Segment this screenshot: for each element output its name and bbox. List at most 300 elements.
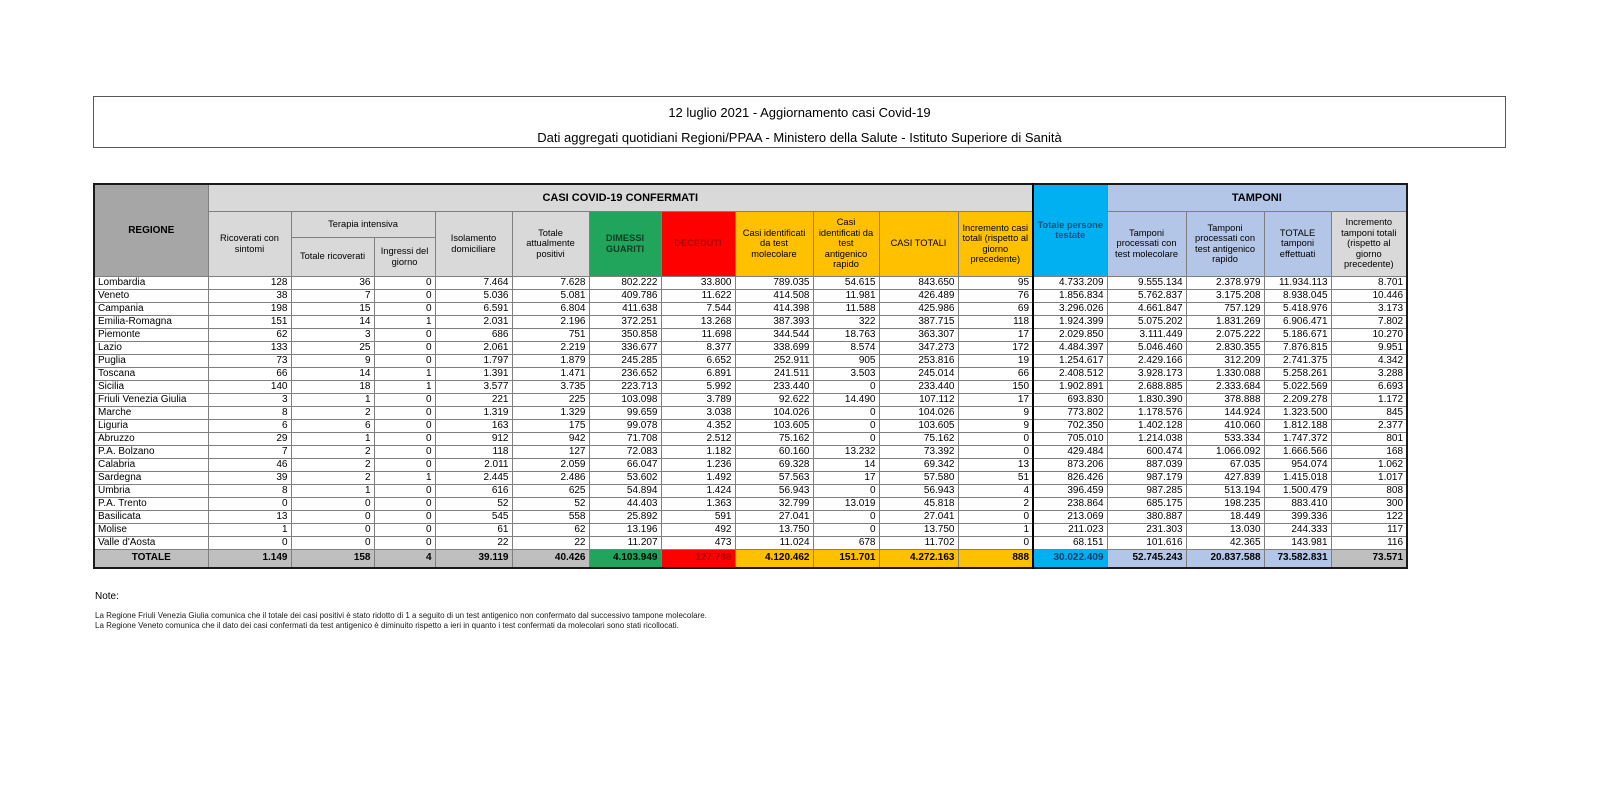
value-cell: 3.038 — [661, 406, 735, 419]
value-cell: 0 — [374, 341, 435, 354]
value-cell: 3.111.449 — [1107, 328, 1186, 341]
value-cell: 27.041 — [735, 510, 813, 523]
region-name-cell: Sicilia — [94, 380, 208, 393]
value-cell: 73 — [208, 354, 291, 367]
value-cell: 426.489 — [879, 289, 958, 302]
table-row — [94, 406, 1407, 419]
value-cell: 107.112 — [879, 393, 958, 406]
value-cell: 1.172 — [1331, 393, 1407, 406]
value-cell: 5.046.460 — [1107, 341, 1186, 354]
value-cell: 2.408.512 — [1033, 367, 1107, 380]
value-cell: 344.544 — [735, 328, 813, 341]
value-cell: 52 — [512, 497, 589, 510]
value-cell: 8.377 — [661, 341, 735, 354]
table-header — [94, 184, 1407, 276]
value-cell: 103.605 — [879, 419, 958, 432]
value-cell: 1.236 — [661, 458, 735, 471]
value-cell: 92.622 — [735, 393, 813, 406]
value-cell: 1.471 — [512, 367, 589, 380]
value-cell: 1 — [291, 432, 374, 445]
value-cell: 5.036 — [435, 289, 512, 302]
total-value-cell: 30.022.409 — [1033, 549, 1107, 568]
value-cell: 616 — [435, 484, 512, 497]
col-header-casi-antigenico: Casi identificati da test antigenico rapido — [813, 211, 879, 276]
table-row — [94, 497, 1407, 510]
value-cell: 6.591 — [435, 302, 512, 315]
value-cell: 1 — [374, 380, 435, 393]
value-cell: 236.652 — [589, 367, 661, 380]
table-row — [94, 380, 1407, 393]
value-cell: 14 — [291, 315, 374, 328]
value-cell: 8 — [208, 406, 291, 419]
value-cell: 45.818 — [879, 497, 958, 510]
value-cell: 0 — [374, 393, 435, 406]
value-cell: 0 — [374, 419, 435, 432]
value-cell: 3 — [208, 393, 291, 406]
table-row — [94, 458, 1407, 471]
value-cell: 6.891 — [661, 367, 735, 380]
value-cell: 3.173 — [1331, 302, 1407, 315]
region-name-cell: P.A. Bolzano — [94, 445, 208, 458]
value-cell: 7 — [291, 289, 374, 302]
region-name-cell: Valle d'Aosta — [94, 536, 208, 549]
value-cell: 1.017 — [1331, 471, 1407, 484]
covid-data-table — [93, 183, 1408, 569]
table-row — [94, 354, 1407, 367]
value-cell: 0 — [374, 445, 435, 458]
value-cell: 13.750 — [879, 523, 958, 536]
value-cell: 67.035 — [1186, 458, 1264, 471]
value-cell: 1.902.891 — [1033, 380, 1107, 393]
table-row — [94, 289, 1407, 302]
value-cell: 387.393 — [735, 315, 813, 328]
region-name-cell: Umbria — [94, 484, 208, 497]
total-value-cell: 4.103.949 — [589, 549, 661, 568]
value-cell: 101.616 — [1107, 536, 1186, 549]
value-cell: 13 — [958, 458, 1033, 471]
col-header-isolamento: Isolamento domiciliare — [435, 211, 512, 276]
value-cell: 1.492 — [661, 471, 735, 484]
value-cell: 2 — [291, 406, 374, 419]
value-cell: 14 — [813, 458, 879, 471]
table-row — [94, 523, 1407, 536]
region-name-cell: Basilicata — [94, 510, 208, 523]
value-cell: 845 — [1331, 406, 1407, 419]
value-cell: 5.258.261 — [1264, 367, 1331, 380]
value-cell: 773.802 — [1033, 406, 1107, 419]
value-cell: 241.511 — [735, 367, 813, 380]
total-value-cell: 1.149 — [208, 549, 291, 568]
col-header-tamponi-totale: TOTALE tamponi effettuati — [1264, 211, 1331, 276]
col-header-persone-testate: Totale persone testate — [1033, 184, 1107, 276]
value-cell: 625 — [512, 484, 589, 497]
value-cell: 0 — [958, 445, 1033, 458]
value-cell: 751 — [512, 328, 589, 341]
table-row — [94, 445, 1407, 458]
value-cell: 225 — [512, 393, 589, 406]
value-cell: 3.175.208 — [1186, 289, 1264, 302]
value-cell: 883.410 — [1264, 497, 1331, 510]
value-cell: 425.986 — [879, 302, 958, 315]
total-value-cell: 4.272.163 — [879, 549, 958, 568]
value-cell: 245.014 — [879, 367, 958, 380]
value-cell: 128 — [208, 276, 291, 289]
value-cell: 13.232 — [813, 445, 879, 458]
value-cell: 0 — [208, 536, 291, 549]
value-cell: 2.378.979 — [1186, 276, 1264, 289]
value-cell: 13.268 — [661, 315, 735, 328]
value-cell: 5.186.671 — [1264, 328, 1331, 341]
value-cell: 2.209.278 — [1264, 393, 1331, 406]
value-cell: 18.763 — [813, 328, 879, 341]
col-header-totale-ricoverati: Totale ricoverati — [291, 237, 374, 276]
value-cell: 2.219 — [512, 341, 589, 354]
value-cell: 56.943 — [735, 484, 813, 497]
value-cell: 127 — [512, 445, 589, 458]
value-cell: 198 — [208, 302, 291, 315]
value-cell: 151 — [208, 315, 291, 328]
value-cell: 2.429.166 — [1107, 354, 1186, 367]
value-cell: 1 — [958, 523, 1033, 536]
table-row — [94, 471, 1407, 484]
value-cell: 2.059 — [512, 458, 589, 471]
value-cell: 0 — [374, 289, 435, 302]
value-cell: 686 — [435, 328, 512, 341]
value-cell: 2.061 — [435, 341, 512, 354]
col-header-ricoverati: Ricoverati con sintomi — [208, 211, 291, 276]
value-cell: 15 — [291, 302, 374, 315]
value-cell: 347.273 — [879, 341, 958, 354]
value-cell: 1.747.372 — [1264, 432, 1331, 445]
value-cell: 1.666.566 — [1264, 445, 1331, 458]
note-line: La Regione Friuli Venezia Giulia comunica che il totale dei casi positivi è stato ridotto di 1 a seguito di un test antigenico non confermato dal successivo tampone molecolare. — [95, 611, 707, 620]
value-cell: 826.426 — [1033, 471, 1107, 484]
value-cell: 350.858 — [589, 328, 661, 341]
table-row — [94, 328, 1407, 341]
value-cell: 322 — [813, 315, 879, 328]
value-cell: 987.179 — [1107, 471, 1186, 484]
value-cell: 411.638 — [589, 302, 661, 315]
value-cell: 33.800 — [661, 276, 735, 289]
value-cell: 1.062 — [1331, 458, 1407, 471]
value-cell: 238.864 — [1033, 497, 1107, 510]
value-cell: 14 — [291, 367, 374, 380]
value-cell: 545 — [435, 510, 512, 523]
value-cell: 11.588 — [813, 302, 879, 315]
value-cell: 9.951 — [1331, 341, 1407, 354]
value-cell: 46 — [208, 458, 291, 471]
value-cell: 372.251 — [589, 315, 661, 328]
value-cell: 17 — [813, 471, 879, 484]
value-cell: 0 — [291, 510, 374, 523]
value-cell: 13.196 — [589, 523, 661, 536]
value-cell: 1.856.834 — [1033, 289, 1107, 302]
value-cell: 396.459 — [1033, 484, 1107, 497]
value-cell: 954.074 — [1264, 458, 1331, 471]
value-cell: 172 — [958, 341, 1033, 354]
value-cell: 942 — [512, 432, 589, 445]
value-cell: 0 — [374, 302, 435, 315]
value-cell: 387.715 — [879, 315, 958, 328]
value-cell: 0 — [291, 523, 374, 536]
notes-lines — [95, 611, 707, 630]
table-row — [94, 536, 1407, 549]
value-cell: 104.026 — [735, 406, 813, 419]
value-cell: 801 — [1331, 432, 1407, 445]
value-cell: 17 — [958, 328, 1033, 341]
region-name-cell: Abruzzo — [94, 432, 208, 445]
value-cell: 1.500.479 — [1264, 484, 1331, 497]
value-cell: 175 — [512, 419, 589, 432]
region-name-cell: Veneto — [94, 289, 208, 302]
value-cell: 9 — [958, 406, 1033, 419]
value-cell: 118 — [435, 445, 512, 458]
value-cell: 7.802 — [1331, 315, 1407, 328]
value-cell: 11.702 — [879, 536, 958, 549]
region-name-cell: Liguria — [94, 419, 208, 432]
value-cell: 32.799 — [735, 497, 813, 510]
table-row — [94, 484, 1407, 497]
value-cell: 429.484 — [1033, 445, 1107, 458]
value-cell: 3.288 — [1331, 367, 1407, 380]
value-cell: 2.011 — [435, 458, 512, 471]
value-cell: 410.060 — [1186, 419, 1264, 432]
total-value-cell: 73.571 — [1331, 549, 1407, 568]
col-header-dimessi-guariti: DIMESSI GUARITI — [589, 211, 661, 276]
group-header-terapia-intensiva: Terapia intensiva — [291, 211, 435, 237]
value-cell: 11.622 — [661, 289, 735, 302]
value-cell: 0 — [374, 354, 435, 367]
value-cell: 1 — [208, 523, 291, 536]
value-cell: 57.580 — [879, 471, 958, 484]
value-cell: 5.081 — [512, 289, 589, 302]
value-cell: 473 — [661, 536, 735, 549]
value-cell: 54.615 — [813, 276, 879, 289]
total-value-cell: 151.701 — [813, 549, 879, 568]
value-cell: 5.022.569 — [1264, 380, 1331, 393]
value-cell: 0 — [374, 536, 435, 549]
value-cell: 600.474 — [1107, 445, 1186, 458]
total-value-cell: 73.582.831 — [1264, 549, 1331, 568]
value-cell: 685.175 — [1107, 497, 1186, 510]
value-cell: 99.078 — [589, 419, 661, 432]
value-cell: 11.698 — [661, 328, 735, 341]
total-label-cell: TOTALE — [94, 549, 208, 568]
value-cell: 2.196 — [512, 315, 589, 328]
value-cell: 29 — [208, 432, 291, 445]
value-cell: 905 — [813, 354, 879, 367]
region-name-cell: Sardegna — [94, 471, 208, 484]
col-header-incremento-casi: Incremento casi totali (rispetto al giorno precedente) — [958, 211, 1033, 276]
value-cell: 0 — [958, 432, 1033, 445]
value-cell: 312.209 — [1186, 354, 1264, 367]
value-cell: 5.075.202 — [1107, 315, 1186, 328]
value-cell: 6.804 — [512, 302, 589, 315]
value-cell: 6 — [291, 419, 374, 432]
value-cell: 705.010 — [1033, 432, 1107, 445]
value-cell: 3.928.173 — [1107, 367, 1186, 380]
value-cell: 11.981 — [813, 289, 879, 302]
value-cell: 4 — [958, 484, 1033, 497]
value-cell: 0 — [291, 497, 374, 510]
value-cell: 843.650 — [879, 276, 958, 289]
value-cell: 2.486 — [512, 471, 589, 484]
value-cell: 3 — [291, 328, 374, 341]
value-cell: 22 — [512, 536, 589, 549]
value-cell: 13.030 — [1186, 523, 1264, 536]
value-cell: 3.503 — [813, 367, 879, 380]
value-cell: 3.296.026 — [1033, 302, 1107, 315]
value-cell: 0 — [291, 536, 374, 549]
value-cell: 76 — [958, 289, 1033, 302]
value-cell: 1 — [374, 471, 435, 484]
value-cell: 13 — [208, 510, 291, 523]
value-cell: 72.083 — [589, 445, 661, 458]
table-body — [94, 276, 1407, 568]
value-cell: 1.391 — [435, 367, 512, 380]
value-cell: 3.735 — [512, 380, 589, 393]
value-cell: 27.041 — [879, 510, 958, 523]
region-name-cell: Lazio — [94, 341, 208, 354]
value-cell: 338.699 — [735, 341, 813, 354]
total-value-cell: 127.788 — [661, 549, 735, 568]
value-cell: 1.924.399 — [1033, 315, 1107, 328]
value-cell: 7.544 — [661, 302, 735, 315]
value-cell: 6.652 — [661, 354, 735, 367]
value-cell: 757.129 — [1186, 302, 1264, 315]
value-cell: 0 — [374, 484, 435, 497]
value-cell: 71.708 — [589, 432, 661, 445]
value-cell: 1.329 — [512, 406, 589, 419]
value-cell: 2.075.222 — [1186, 328, 1264, 341]
value-cell: 7.464 — [435, 276, 512, 289]
value-cell: 1.402.128 — [1107, 419, 1186, 432]
col-header-tamponi-antigenico: Tamponi processati con test antigenico rapido — [1186, 211, 1264, 276]
value-cell: 0 — [813, 523, 879, 536]
total-value-cell: 4 — [374, 549, 435, 568]
value-cell: 198.235 — [1186, 497, 1264, 510]
value-cell: 3.577 — [435, 380, 512, 393]
value-cell: 168 — [1331, 445, 1407, 458]
value-cell: 2.688.885 — [1107, 380, 1186, 393]
value-cell: 7 — [208, 445, 291, 458]
region-name-cell: Calabria — [94, 458, 208, 471]
value-cell: 1.323.500 — [1264, 406, 1331, 419]
total-value-cell: 52.745.243 — [1107, 549, 1186, 568]
value-cell: 140 — [208, 380, 291, 393]
total-value-cell: 888 — [958, 549, 1033, 568]
value-cell: 231.303 — [1107, 523, 1186, 536]
title-box — [93, 96, 1506, 148]
value-cell: 144.924 — [1186, 406, 1264, 419]
value-cell: 4.342 — [1331, 354, 1407, 367]
value-cell: 5.762.837 — [1107, 289, 1186, 302]
value-cell: 0 — [208, 497, 291, 510]
value-cell: 2 — [291, 445, 374, 458]
notes-section — [95, 591, 707, 630]
value-cell: 414.508 — [735, 289, 813, 302]
col-header-regione: REGIONE — [94, 184, 208, 276]
value-cell: 2.377 — [1331, 419, 1407, 432]
value-cell: 38 — [208, 289, 291, 302]
value-cell: 3.789 — [661, 393, 735, 406]
value-cell: 10.270 — [1331, 328, 1407, 341]
col-header-ingressi-giorno: Ingressi del giorno — [374, 237, 435, 276]
value-cell: 1.831.269 — [1186, 315, 1264, 328]
value-cell: 62 — [512, 523, 589, 536]
value-cell: 2 — [291, 458, 374, 471]
value-cell: 252.911 — [735, 354, 813, 367]
value-cell: 2 — [291, 471, 374, 484]
value-cell: 8.938.045 — [1264, 289, 1331, 302]
value-cell: 133 — [208, 341, 291, 354]
value-cell: 233.440 — [879, 380, 958, 393]
value-cell: 17 — [958, 393, 1033, 406]
value-cell: 9.555.134 — [1107, 276, 1186, 289]
value-cell: 2.445 — [435, 471, 512, 484]
value-cell: 1.066.092 — [1186, 445, 1264, 458]
value-cell: 2.031 — [435, 315, 512, 328]
value-cell: 117 — [1331, 523, 1407, 536]
region-name-cell: Puglia — [94, 354, 208, 367]
value-cell: 39 — [208, 471, 291, 484]
table-row — [94, 510, 1407, 523]
value-cell: 8 — [208, 484, 291, 497]
region-name-cell: P.A. Trento — [94, 497, 208, 510]
value-cell: 233.440 — [735, 380, 813, 393]
value-cell: 1.830.390 — [1107, 393, 1186, 406]
value-cell: 10.446 — [1331, 289, 1407, 302]
value-cell: 1 — [374, 367, 435, 380]
value-cell: 1.178.576 — [1107, 406, 1186, 419]
value-cell: 6.693 — [1331, 380, 1407, 393]
value-cell: 0 — [813, 419, 879, 432]
report-title: 12 luglio 2021 - Aggiornamento casi Covid-19 — [668, 105, 931, 120]
value-cell: 414.398 — [735, 302, 813, 315]
col-header-casi-totali: CASI TOTALI — [879, 211, 958, 276]
value-cell: 2.512 — [661, 432, 735, 445]
value-cell: 0 — [813, 406, 879, 419]
value-cell: 427.839 — [1186, 471, 1264, 484]
value-cell: 492 — [661, 523, 735, 536]
value-cell: 54.894 — [589, 484, 661, 497]
value-cell: 5.418.976 — [1264, 302, 1331, 315]
value-cell: 56.943 — [879, 484, 958, 497]
total-value-cell: 4.120.462 — [735, 549, 813, 568]
value-cell: 1.363 — [661, 497, 735, 510]
table-row — [94, 276, 1407, 289]
value-cell: 116 — [1331, 536, 1407, 549]
table-row — [94, 315, 1407, 328]
value-cell: 363.307 — [879, 328, 958, 341]
value-cell: 0 — [374, 510, 435, 523]
value-cell: 1.330.088 — [1186, 367, 1264, 380]
value-cell: 702.350 — [1033, 419, 1107, 432]
region-name-cell: Campania — [94, 302, 208, 315]
region-name-cell: Molise — [94, 523, 208, 536]
value-cell: 14.490 — [813, 393, 879, 406]
value-cell: 118 — [958, 315, 1033, 328]
value-cell: 143.981 — [1264, 536, 1331, 549]
value-cell: 1 — [291, 484, 374, 497]
value-cell: 336.677 — [589, 341, 661, 354]
value-cell: 4.733.209 — [1033, 276, 1107, 289]
value-cell: 42.365 — [1186, 536, 1264, 549]
table-row — [94, 432, 1407, 445]
value-cell: 300 — [1331, 497, 1407, 510]
value-cell: 789.035 — [735, 276, 813, 289]
group-header-casi-confermati: CASI COVID-19 CONFERMATI — [208, 184, 1033, 211]
